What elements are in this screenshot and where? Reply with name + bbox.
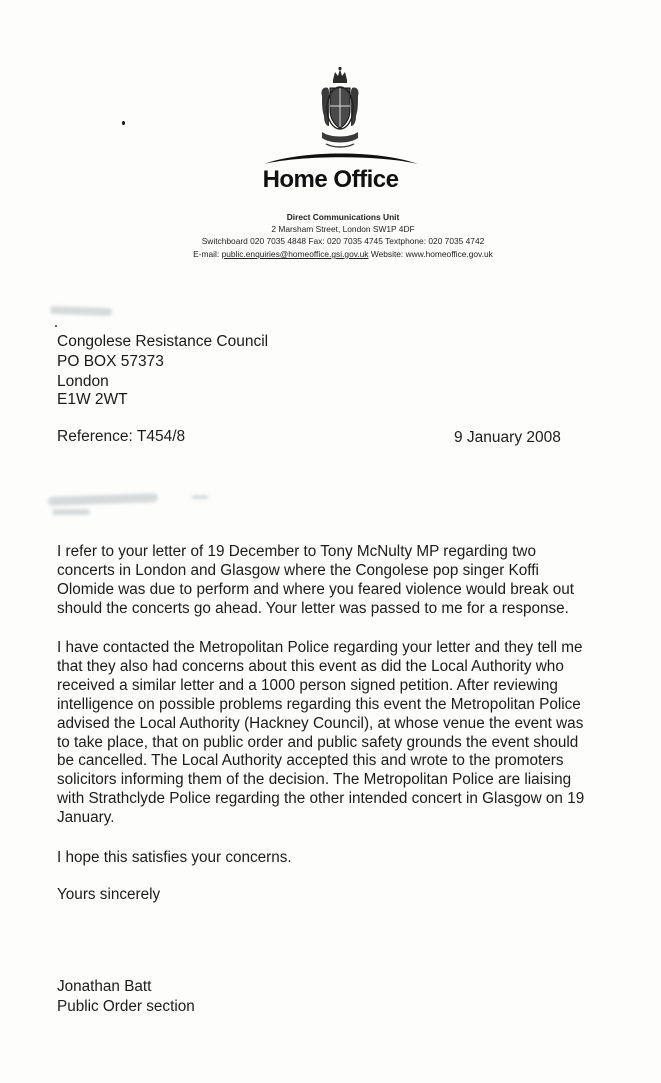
closing: Yours sincerely [57, 886, 161, 903]
textphone-number: 020 7035 4742 [428, 236, 485, 246]
contact-line [0, 249, 661, 259]
text-line: advised the Local Authority (Hackney Council), at whose venue the event was [57, 714, 584, 732]
unit-name: Direct Communications Unit [286, 212, 400, 222]
text-line: intelligence on possible problems regarding this event the Metropolitan Police [57, 695, 581, 713]
website-label: Website: [370, 249, 404, 259]
reference-value: T454/8 [136, 428, 186, 445]
ink-speck [122, 121, 125, 125]
reference-label: Reference: [57, 428, 133, 445]
signatory-section: Public Order section [57, 998, 195, 1015]
text-line: January. [57, 809, 115, 827]
recipient-line-3: London [57, 373, 109, 390]
recipient-line-2: PO BOX 57373 [57, 353, 164, 370]
letter-date: 9 January 2008 [454, 429, 561, 446]
text-line: be cancelled. The Local Authority accepted this and wrote to the promoters [57, 752, 564, 770]
text-line: should the concerts go ahead. Your letter was passed to me for a response. [57, 599, 569, 617]
textphone-label: Textphone: [385, 236, 427, 246]
office-address: 2 Marsham Street, London SW1P 4DF [271, 224, 415, 234]
fax-number: 020 7035 4745 [326, 236, 383, 246]
recipient-line-1: Congolese Resistance Council [57, 333, 269, 350]
organisation-name: Home Office [262, 166, 399, 193]
ink-speck [55, 325, 57, 327]
signatory-name: Jonathan Batt [57, 978, 152, 995]
redacted-salutation [52, 509, 90, 515]
text-line: that they also had concerns about this event as did the Local Authority who [57, 657, 564, 675]
text-line: solicitors informing them of the decision. The Metropolitan Police are liaising [57, 771, 572, 789]
recipient-line-4: E1W 2WT [57, 391, 128, 408]
switchboard-label: Switchboard [201, 236, 248, 246]
body-paragraph-1 [57, 543, 637, 619]
text-line: Olomide was due to perform and where you feared violence would break out [57, 580, 574, 598]
redacted-name [50, 306, 112, 316]
text-line: concerts in London and Glasgow where the Congolese pop singer Koffi [57, 561, 539, 579]
text-line: I have contacted the Metropolitan Police regarding your letter and they tell me [57, 639, 583, 656]
text-line: I refer to your letter of 19 December to Tony McNulty MP regarding two [57, 543, 536, 560]
text-line: to take place, that on public order and public safety grounds the event should [57, 733, 579, 751]
phone-numbers [0, 236, 661, 246]
redacted-salutation [48, 493, 158, 506]
body-paragraph-2 [57, 639, 637, 828]
royal-crest-icon [316, 66, 364, 150]
reference [57, 428, 185, 446]
fax-label: Fax: [308, 236, 325, 246]
body-paragraph-3: I hope this satisfies your concerns. [57, 849, 292, 866]
letterhead-swoosh [262, 146, 420, 166]
text-line: with Strathclyde Police regarding the other intended concert in Glasgow on 19 [57, 790, 585, 808]
switchboard-number: 020 7035 4848 [250, 236, 307, 246]
email-link[interactable]: public.enquiries@homeoffice.gsi.gov.uk [221, 249, 369, 259]
website-link[interactable]: www.homeoffice.gov.uk [405, 249, 493, 259]
redacted-salutation [192, 495, 208, 499]
email-label: E-mail: [193, 249, 220, 259]
text-line: received a similar letter and a 1000 person signed petition. After reviewing [57, 676, 558, 694]
